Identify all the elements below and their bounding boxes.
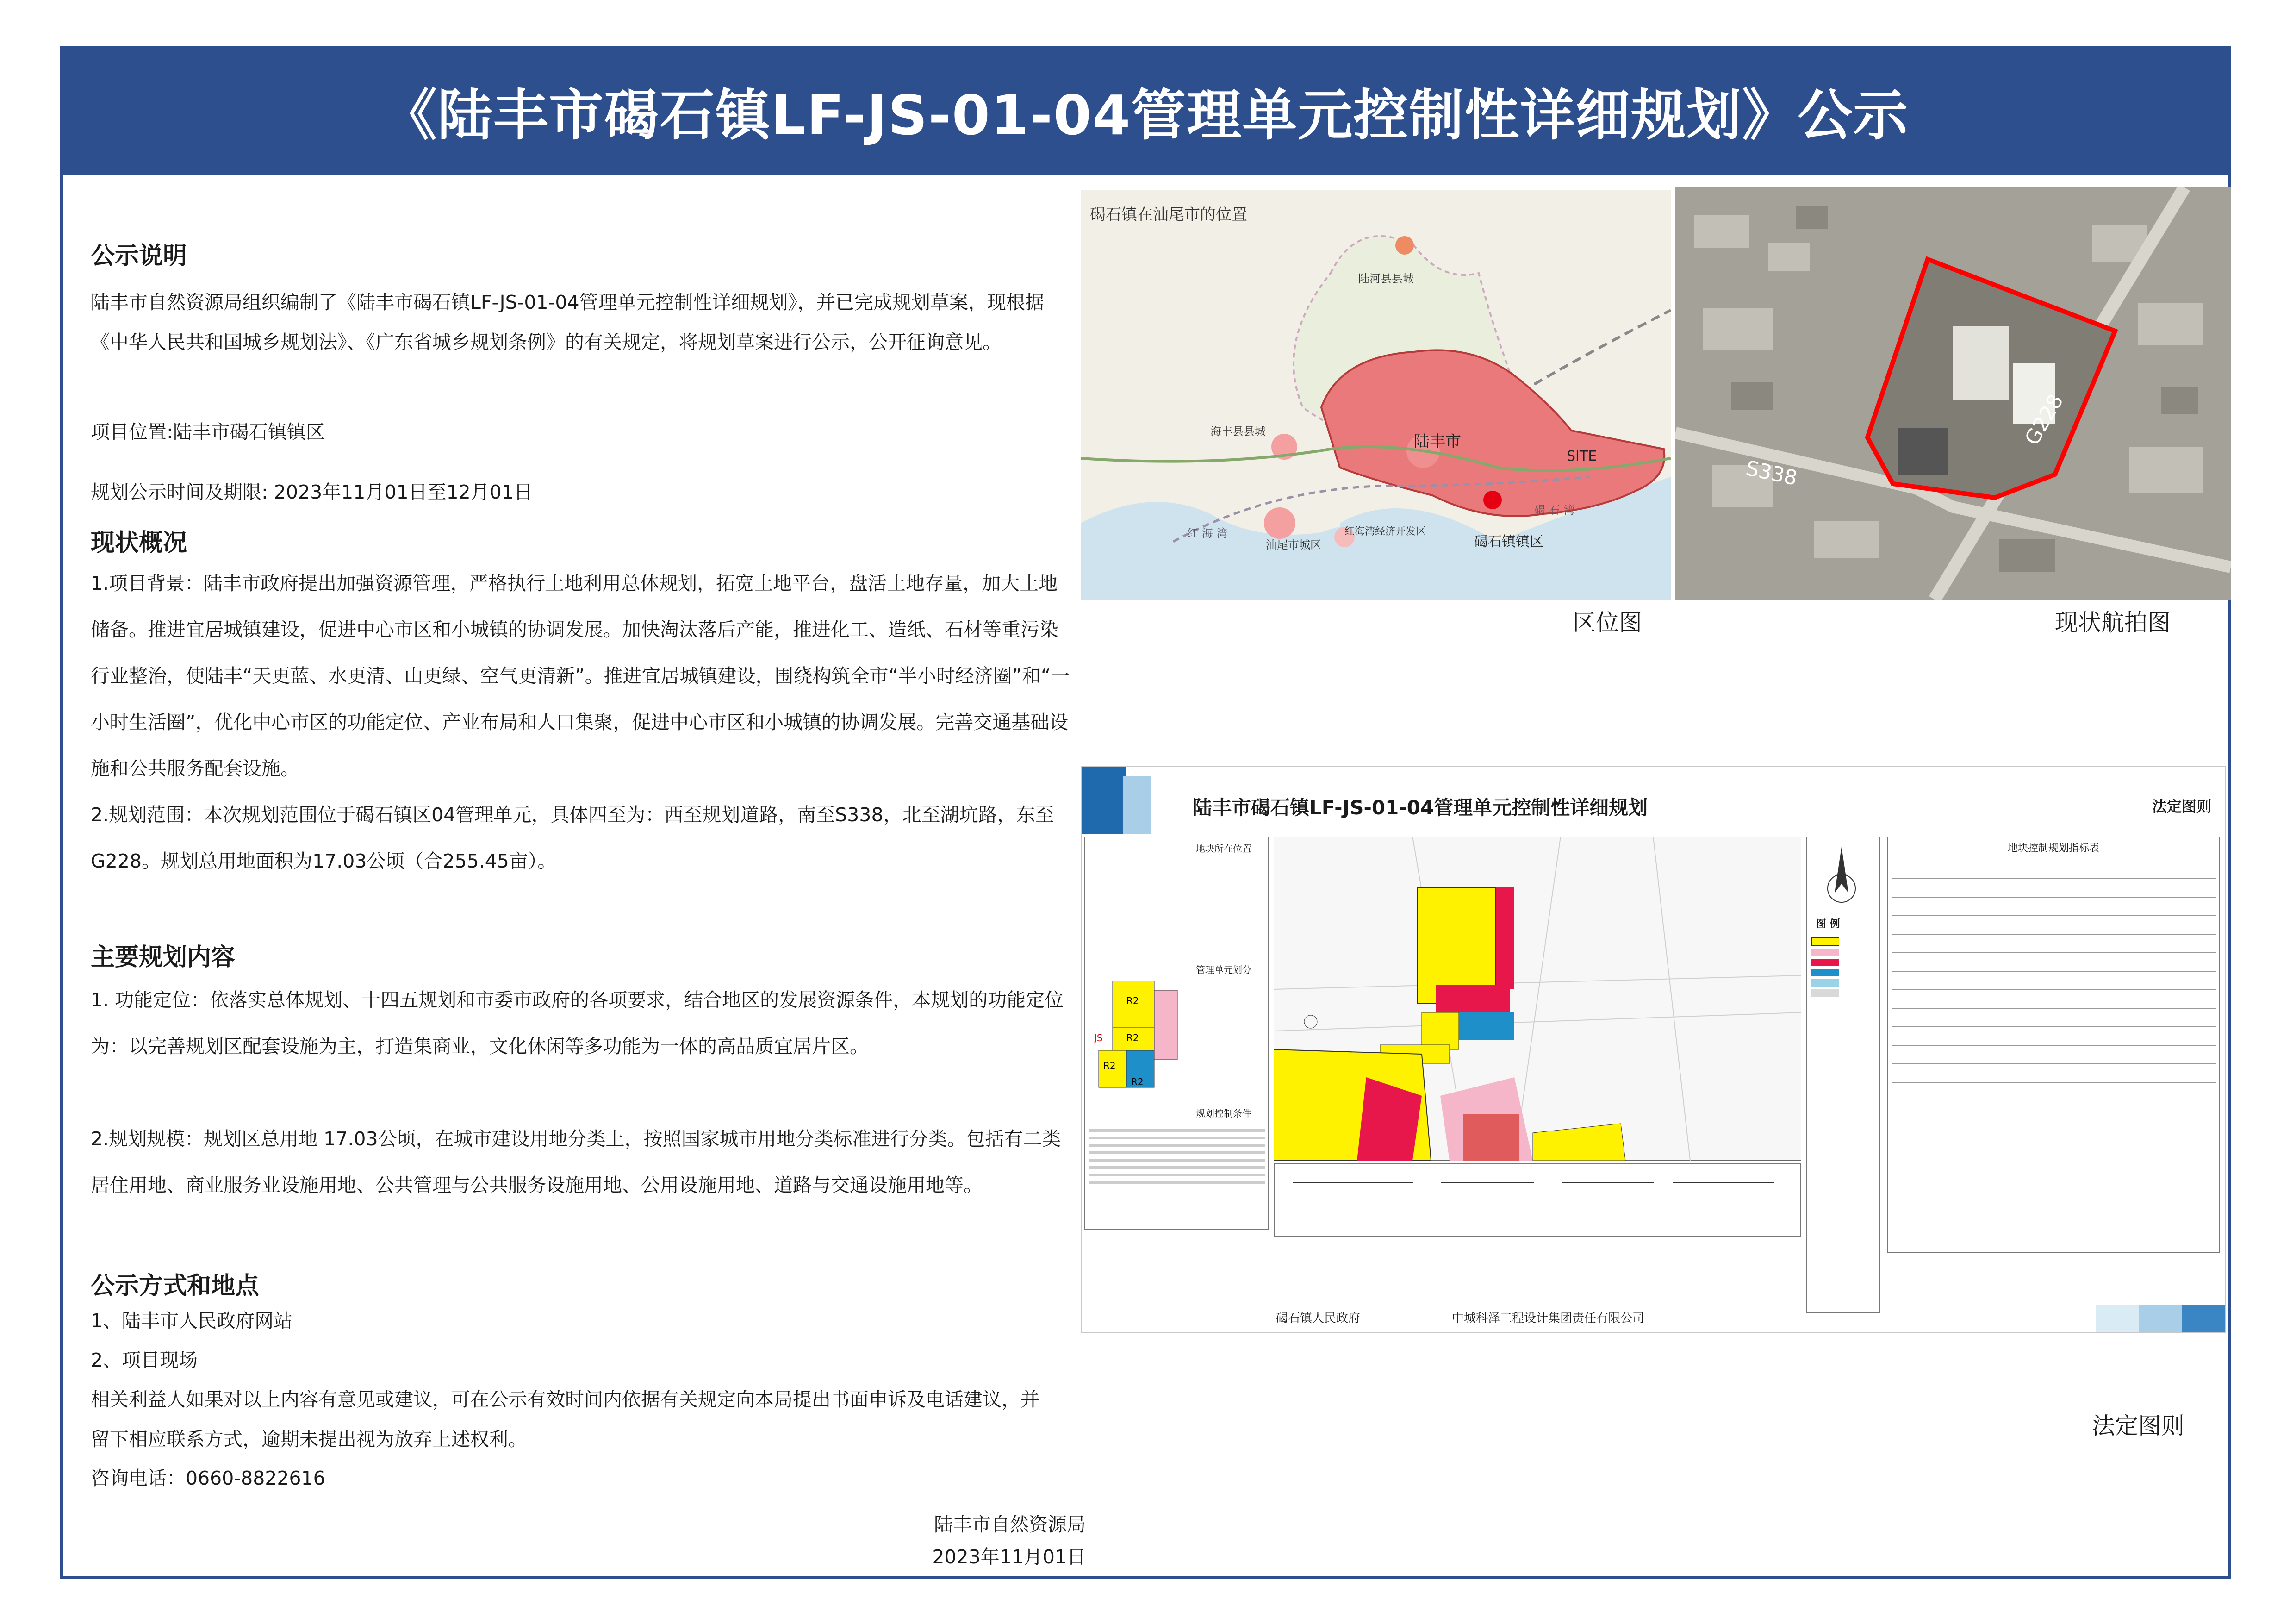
- road-sections: [1274, 1163, 1801, 1237]
- panel-conditions-title: 规划控制条件: [1196, 1108, 1251, 1119]
- map-label-jieshi: 碣石镇镇区: [1474, 534, 1543, 550]
- zone-label: R2: [1126, 1032, 1139, 1043]
- zone-label: R2: [1131, 1076, 1144, 1087]
- legend-panel: [1806, 837, 1880, 1313]
- method-item2: 2、项目现场: [91, 1349, 198, 1371]
- aerial-photo-graphic: [1675, 187, 2231, 600]
- plan-footer-accent: [2096, 1305, 2225, 1332]
- plan-sheet-title: 陆丰市碣石镇LF-JS-01-04管理单元控制性详细规划: [1193, 796, 1648, 819]
- project-location: 项目位置:陆丰市碣石镇镇区: [91, 421, 325, 443]
- plan-sheet-tag: 法定图则: [2152, 798, 2211, 815]
- plan-footer-left: 碣石镇人民政府: [1276, 1312, 1361, 1325]
- signature-date: 2023年11月01日: [932, 1546, 1086, 1568]
- aerial-photo: [1675, 187, 2231, 600]
- map-label-lufeng: 陆丰市: [1414, 432, 1461, 451]
- map-inset-title: 碣石镇在汕尾市的位置: [1090, 206, 1247, 224]
- notice-heading: 公示说明: [91, 242, 187, 270]
- zone-label: JS: [1094, 1032, 1103, 1043]
- map-label-site: SITE: [1567, 448, 1597, 464]
- panel-division-title: 管理单元划分: [1196, 964, 1251, 975]
- method-body: 相关利益人如果对以上内容有意见或建议，可在公示有效时间内依据有关规定向本局提出书面申诉及电话建议，并留下相应联系方式，逾期未提出视为放弃上述权利。: [91, 1388, 1039, 1450]
- method-item1: 1、陆丰市人民政府网站: [91, 1310, 293, 1332]
- page-title: 《陆丰市碣石镇LF-JS-01-04管理单元控制性详细规划》公示: [382, 83, 1909, 147]
- location-map-caption: 区位图: [1573, 609, 1642, 636]
- method-phone: 咨询电话：0660-8822616: [91, 1467, 325, 1489]
- map-label-honghaiwan: 红海湾经济开发区: [1344, 526, 1426, 537]
- map-label-luhe: 陆河县县城: [1358, 272, 1414, 285]
- plan-sheet-accent: [1082, 767, 1126, 834]
- status-scope: 2.规划范围：本次规划范围位于碣石镇区04管理单元，具体四至为：西至规划道路，南至S338，北至湖坑路，东至G228。规划总用地面积为17.03公顷（合255.45亩）。: [91, 804, 1054, 872]
- road-section-graphic: [1275, 1164, 1800, 1236]
- location-map-graphic: [1081, 190, 1671, 600]
- plan-scale: 2.规划规模：规划区总用地 17.03公顷，在城市建设用地分类上，按照国家城市用地分类标准进行分类。包括有二类居住用地、商业服务业设施用地、公共管理与公共服务设施用地、公用设施用地、道路与交通设施用地等。: [91, 1128, 1061, 1196]
- signature-org: 陆丰市自然资源局: [934, 1513, 1086, 1536]
- legend-swatches: [1811, 935, 1839, 999]
- plan-main-map: [1274, 837, 1801, 1161]
- aerial-road-g228: G228: [2020, 390, 2068, 450]
- title-banner: [60, 46, 2231, 175]
- plan-side-panel: [1084, 837, 1269, 1230]
- map-label-haifeng: 海丰县县城: [1210, 425, 1266, 438]
- aerial-road-s338: S338: [1743, 456, 1799, 491]
- map-label-shanwei: 汕尾市城区: [1266, 538, 1321, 551]
- plan-function: 1. 功能定位：依落实总体规划、十四五规划和市委市政府的各项要求，结合地区的发展资源条件，本规划的功能定位为：以完善规划区配套设施为主，打造集商业，文化休闲等多功能为一体的高品质宜居片区。: [91, 989, 1064, 1057]
- aerial-photo-caption: 现状航拍图: [2055, 609, 2171, 636]
- plan-sheet: [1081, 766, 2226, 1333]
- compass-icon: [1807, 837, 1876, 912]
- map-label-bay1: 碣 石 湾: [1534, 504, 1575, 517]
- zone-label: R2: [1103, 1060, 1116, 1071]
- table-title: 地块控制规划指标表: [2007, 843, 2099, 854]
- notice-period: 规划公示时间及期限: 2023年11月01日至12月01日: [91, 481, 533, 503]
- panel-conditions-lines: [1089, 1124, 1265, 1188]
- panel-division-map: [1094, 976, 1261, 1097]
- map-label-bay2: 红 海 湾: [1187, 527, 1228, 540]
- status-background: 1.项目背景：陆丰市政府提出加强资源管理，严格执行土地利用总体规划，拓宽土地平台，盘活土地存量，加大土地储备。推进宜居城镇建设，促进中心市区和小城镇的协调发展。加快淘汰落后产能，推进化工、造纸、石材等重污染行业整治，使陆丰“天更蓝、水更清、山更绿、空气更清新”。推进宜居城镇建设，围绕构筑全市“半小时经济圈”和“一小时生活圈”，优化中心市区的功能定位、产业布局和人口集聚，促进中心市区和小城镇的协调发展。完善交通基础设施和公共服务配套设施。: [91, 572, 1070, 780]
- location-map: [1081, 190, 1671, 600]
- panel-location-title: 地块所在位置: [1196, 843, 1251, 854]
- notice-body: 陆丰市自然资源局组织编制了《陆丰市碣石镇LF-JS-01-04管理单元控制性详细规划》，并已完成规划草案，现根据《中华人民共和国城乡规划法》、《广东省城乡规划条例》的有关规定，将规划草案进行公示，公开征询意见。: [91, 291, 1045, 353]
- zone-label: R2: [1126, 995, 1139, 1006]
- plan-sheet-caption: 法定图则: [2092, 1412, 2184, 1439]
- plan-footer-right: 中城科泽工程设计集团责任有限公司: [1452, 1312, 1645, 1325]
- status-heading: 现状概况: [91, 529, 187, 557]
- legend-title: 图 例: [1816, 918, 1840, 930]
- table-grid: [1892, 861, 2216, 1083]
- indicator-table: [1887, 837, 2220, 1253]
- method-heading: 公示方式和地点: [91, 1272, 260, 1300]
- plan-heading: 主要规划内容: [91, 943, 236, 971]
